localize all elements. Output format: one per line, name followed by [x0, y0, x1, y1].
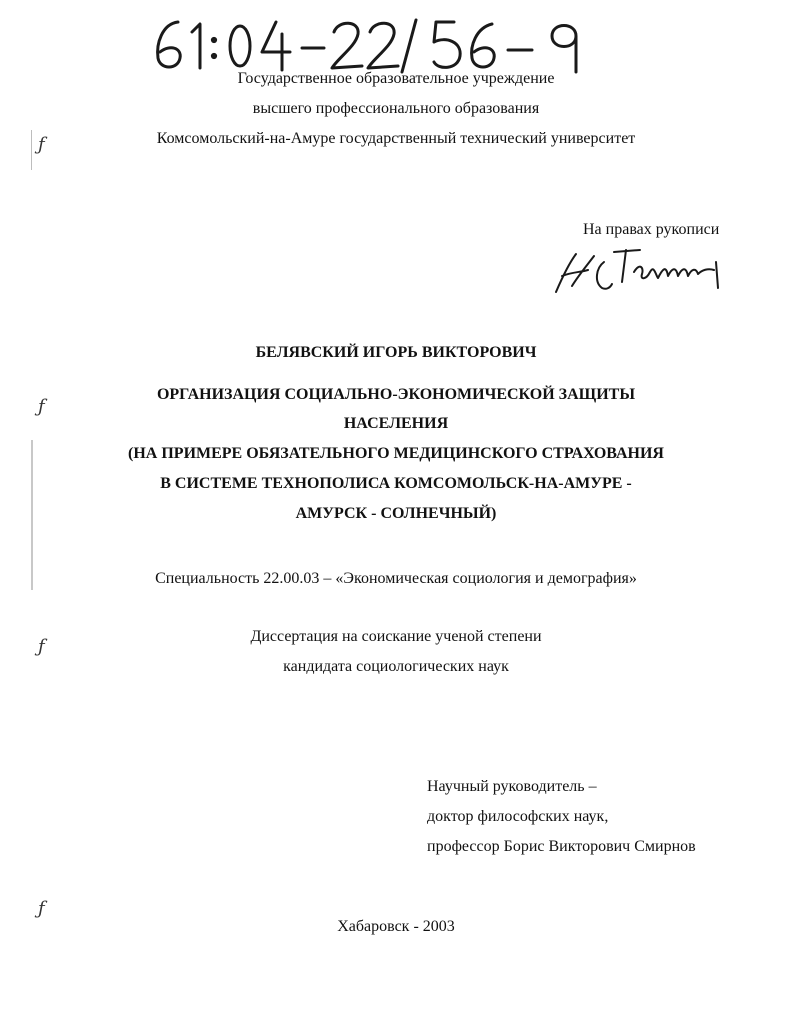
dissertation-line-2: кандидата социологических наук — [283, 658, 509, 675]
manuscript-rights-label: На правах рукописи — [583, 221, 720, 238]
supervisor-line-1: Научный руководитель – — [427, 778, 597, 795]
place-and-year: Хабаровск - 2003 — [337, 918, 455, 935]
author-signature — [548, 242, 728, 300]
author-name: БЕЛЯВСКИЙ ИГОРЬ ВИКТОРОВИЧ — [255, 344, 537, 361]
title-line-3: (НА ПРИМЕРЕ ОБЯЗАТЕЛЬНОГО МЕДИЦИНСКОГО СТРАХОВАНИЯ — [128, 445, 664, 462]
supervisor-line-3: профессор Борис Викторович Смирнов — [427, 838, 696, 855]
header-line-3: Комсомольский-на-Амуре государственный технический университет — [156, 130, 636, 147]
dissertation-line-1: Диссертация на соискание ученой степени — [250, 628, 542, 645]
title-line-2: НАСЕЛЕНИЯ — [343, 415, 449, 432]
margin-mark-1: ƒ — [38, 134, 45, 155]
specialty: Специальность 22.00.03 – «Экономическая социология и демография» — [155, 570, 637, 587]
margin-mark-3: ƒ — [38, 636, 45, 657]
title-line-4: В СИСТЕМЕ ТЕХНОПОЛИСА КОМСОМОЛЬСК-НА-АМУРЕ - — [160, 475, 632, 492]
archive-number-text — [148, 6, 543, 64]
margin-mark-4: ƒ — [38, 898, 45, 919]
title-line-5: АМУРСК - СОЛНЕЧНЫЙ) — [295, 505, 497, 522]
title-line-1: ОРГАНИЗАЦИЯ СОЦИАЛЬНО-ЭКОНОМИЧЕСКОЙ ЗАЩИТЫ — [156, 386, 636, 403]
supervisor-line-2: доктор философских наук, — [427, 808, 609, 825]
margin-mark-2: ƒ — [38, 396, 45, 417]
header-line-2: высшего профессионального образования — [252, 100, 540, 117]
header-line-1: Государственное образовательное учреждение — [237, 70, 555, 87]
